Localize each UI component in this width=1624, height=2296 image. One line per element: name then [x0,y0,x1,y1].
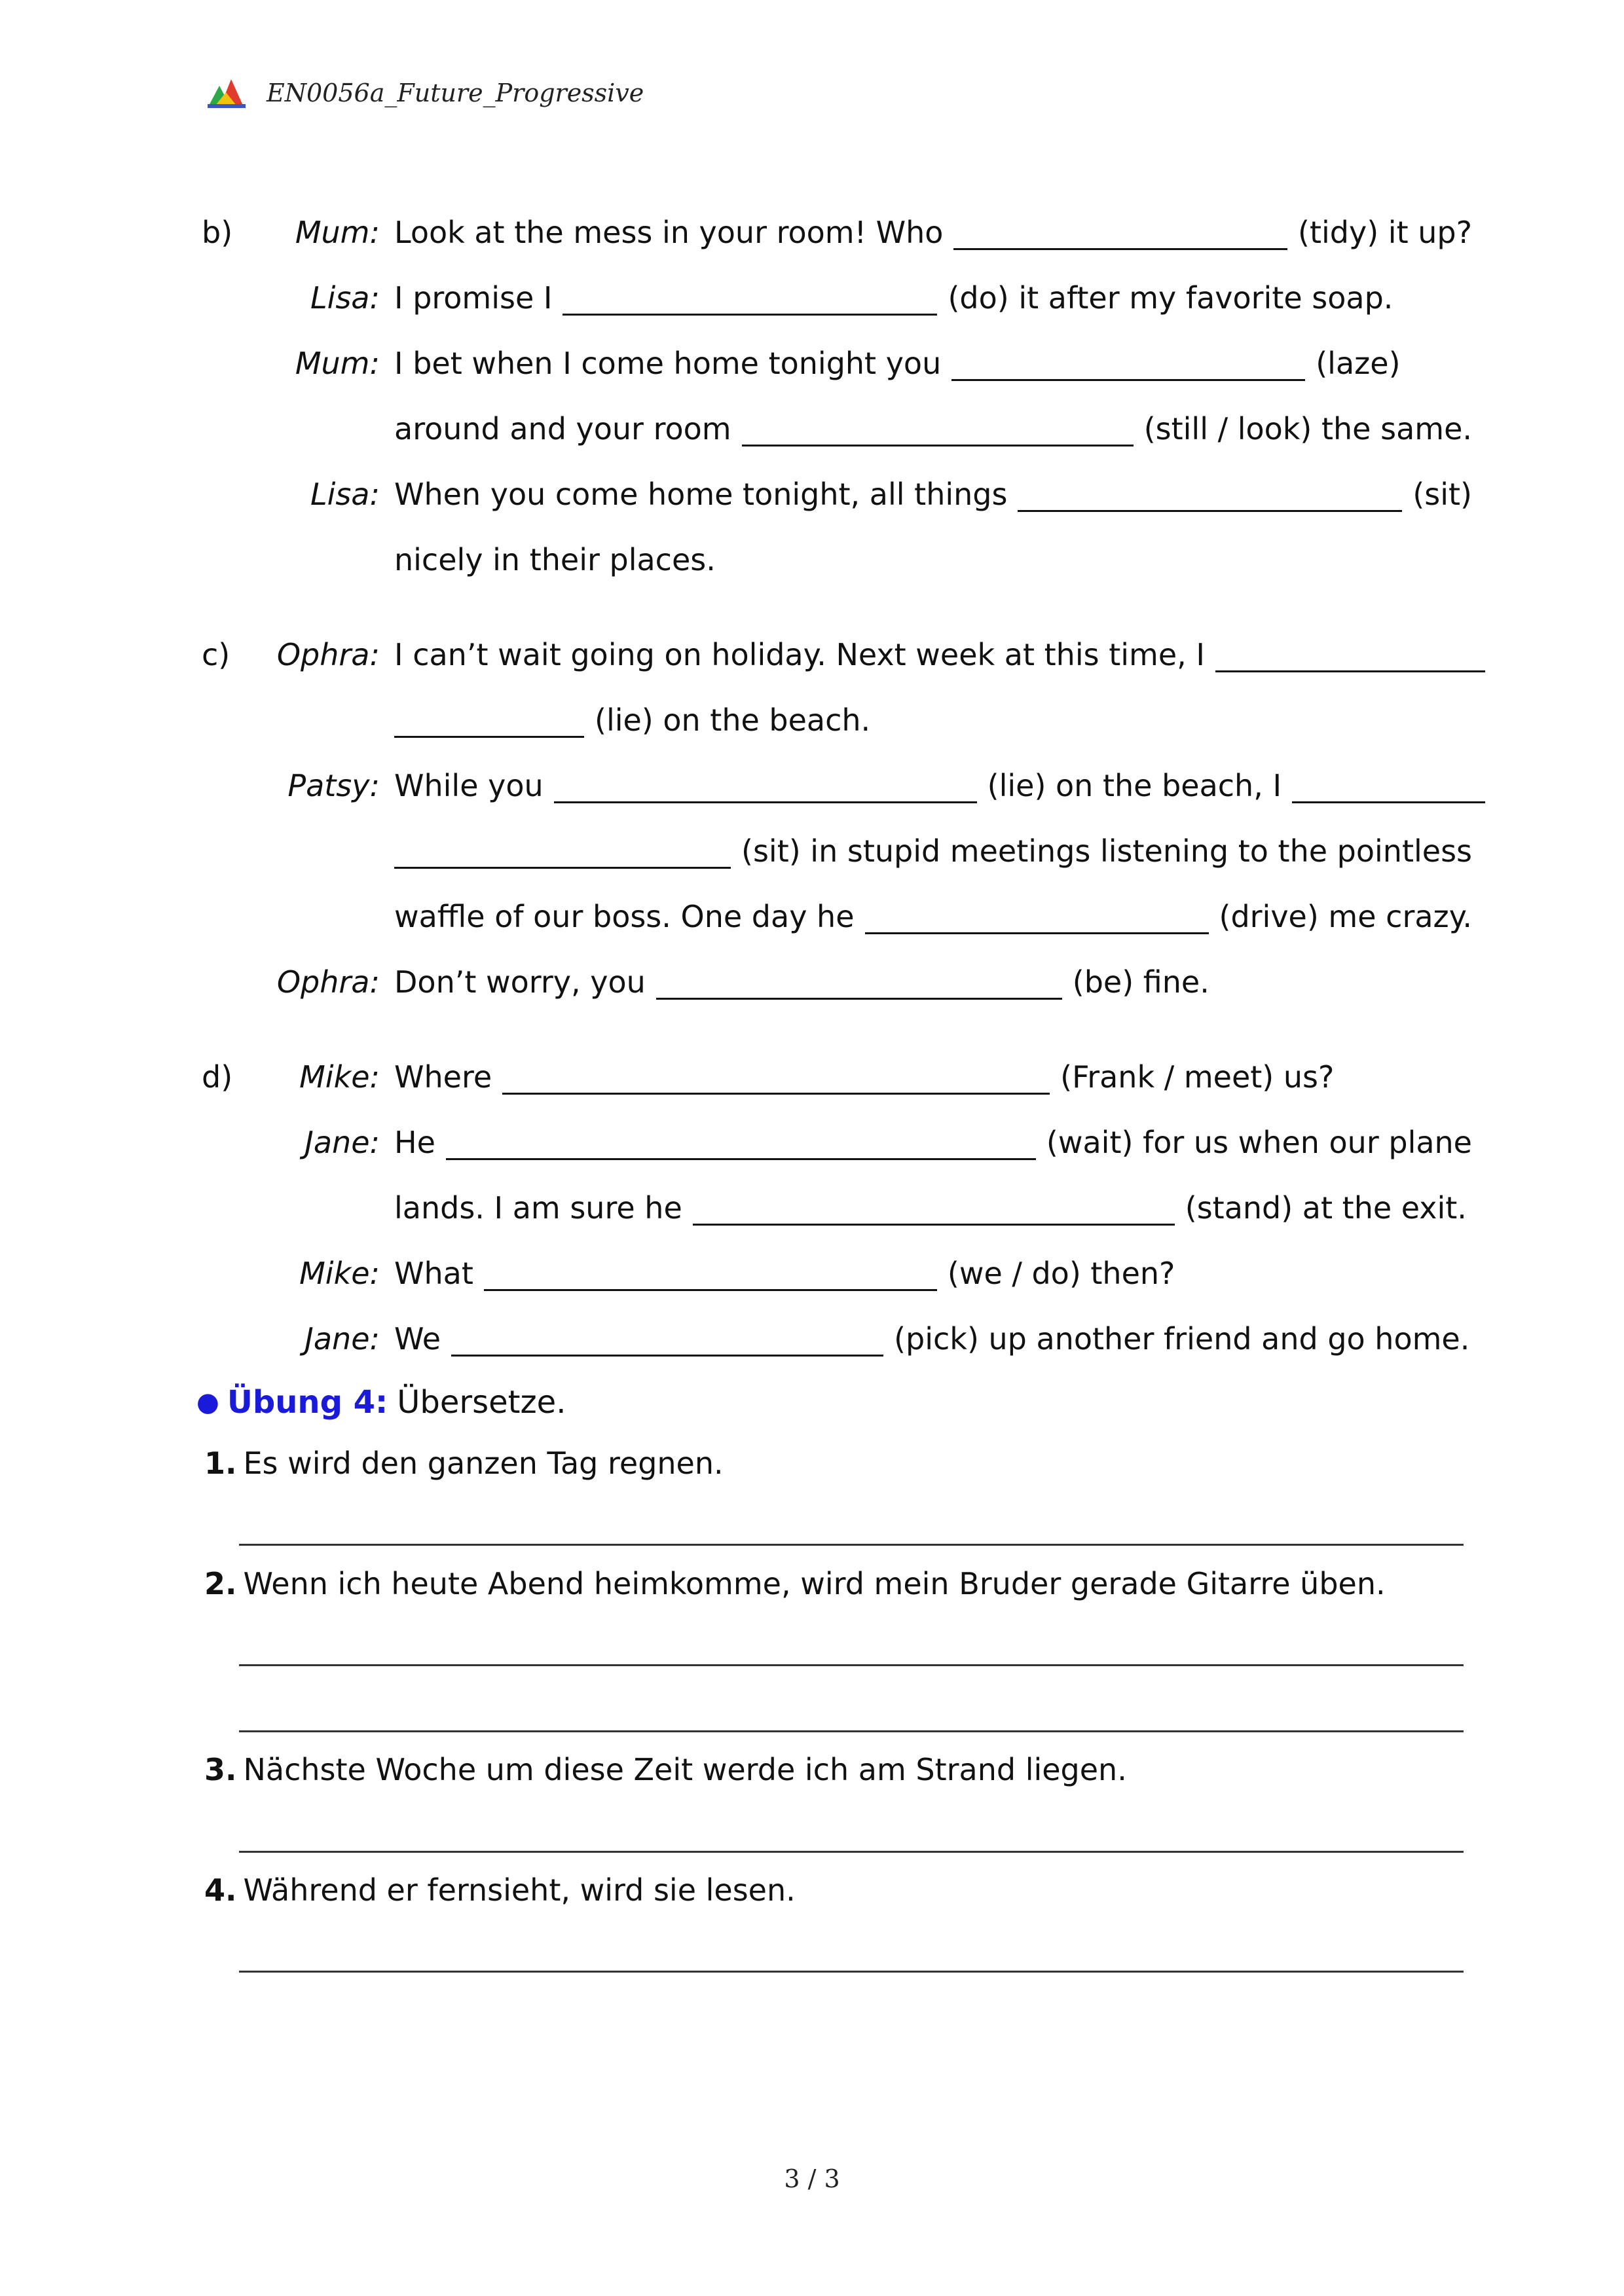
line-text: He [394,1125,435,1160]
exercise-d-line-3 [0,1184,1624,1236]
line-text: (Frank / meet) us? [1060,1059,1335,1095]
exercise-c-line-3 [0,761,1624,814]
line-text: lands. I am sure he [394,1190,682,1226]
exercise-b-line-1 [0,208,1624,261]
exercise-b-line-5 [0,470,1624,522]
answer-line[interactable] [239,1664,1464,1666]
line-text: When you come home tonight, all things [394,477,1008,512]
answer-blank[interactable] [953,222,1287,250]
answer-blank[interactable] [446,1132,1036,1160]
line-text: nicely in their places. [394,542,716,577]
exercise-letter: c) [202,637,231,672]
item-text: Nächste Woche um diese Zeit werde ich am Strand liegen. [243,1752,1127,1787]
line-text: (sit) in stupid meetings listening to the pointless [741,833,1472,869]
line-text: (drive) me crazy. [1219,899,1472,934]
speaker: Lisa: [310,477,380,512]
exercise-b-line-2 [0,274,1624,326]
exercise-letter: b) [202,215,233,250]
item-number: 2. [204,1566,237,1601]
line-text: I promise I [394,280,553,316]
line-text: around and your room [394,411,731,446]
exercise-d-line-4 [0,1249,1624,1302]
line-text: I bet when I come home tonight you [394,346,942,381]
speaker: Ophra: [276,964,380,1000]
line-text: (stand) at the exit. [1185,1190,1467,1226]
answer-blank[interactable] [865,906,1209,934]
page-number: 3 / 3 [784,2164,840,2193]
line-text: (lie) on the beach. [595,702,871,738]
answer-blank[interactable] [1215,644,1485,672]
answer-blank[interactable] [394,841,731,869]
answer-blank[interactable] [484,1263,937,1291]
line-text: (tidy) it up? [1298,215,1472,250]
speaker: Jane: [304,1125,380,1160]
line-text: Don’t worry, you [394,964,646,1000]
item-text: Wenn ich heute Abend heimkomme, wird mein Bruder gerade Gitarre üben. [243,1566,1386,1601]
line-text: (wait) for us when our plane [1046,1125,1472,1160]
line-text: I can’t wait going on holiday. Next week at this time, I [394,637,1205,672]
exercise-d-line-5 [0,1315,1624,1367]
answer-blank[interactable] [742,418,1134,446]
answer-blank[interactable] [951,353,1305,381]
line-text: (still / look) the same. [1143,411,1472,446]
answer-line[interactable] [239,1971,1464,1973]
exercise-c-line-5 [0,892,1624,945]
answer-blank[interactable] [563,287,937,316]
line-text: While you [394,768,544,803]
exercise-4-label: Übung 4: [227,1384,388,1421]
line-text: waffle of our boss. One day he [394,899,855,934]
translation-item [204,1752,1127,1787]
line-text: (we / do) then? [947,1256,1175,1291]
answer-blank[interactable] [394,710,584,738]
answer-line[interactable] [239,1851,1464,1853]
exercise-c-line-1 [0,630,1624,683]
translation-item [204,1566,1386,1601]
item-number: 3. [204,1752,237,1787]
exercise-letter: d) [202,1059,233,1095]
speaker: Lisa: [310,280,380,316]
answer-blank[interactable] [554,775,977,803]
item-text: Während er fernsieht, wird sie lesen. [243,1872,796,1908]
page-header [206,73,644,113]
exercise-b-line-6 [0,536,1624,588]
line-text: (lie) on the beach, I [987,768,1282,803]
exercise-c-line-6 [0,958,1624,1010]
line-text: (sit) [1412,477,1472,512]
translation-item [204,1872,796,1908]
speaker: Ophra: [276,637,380,672]
item-text: Es wird den ganzen Tag regnen. [243,1446,724,1481]
speaker: Mum: [295,346,380,381]
line-text: Where [394,1059,492,1095]
exercise-d-line-2 [0,1118,1624,1171]
exercise-d-line-1 [0,1053,1624,1105]
speaker: Mum: [295,215,380,250]
answer-blank[interactable] [693,1197,1175,1226]
document-id: EN0056a_Future_Progressive [267,79,644,107]
item-number: 4. [204,1872,237,1908]
line-text: (do) it after my favorite soap. [948,280,1393,316]
answer-blank[interactable] [1292,775,1485,803]
line-text: (be) fine. [1072,964,1209,1000]
colorful-triangles-logo-icon [206,77,247,109]
line-text: (pick) up another friend and go home. [894,1321,1470,1357]
line-text: (laze) [1316,346,1401,381]
exercise-b-line-4 [0,405,1624,457]
answer-line[interactable] [239,1544,1464,1546]
exercise-4-heading [196,1384,566,1421]
bullet-icon: ● [196,1387,219,1417]
answer-blank[interactable] [451,1328,883,1357]
speaker: Patsy: [287,768,380,803]
line-text: Look at the mess in your room! Who [394,215,944,250]
speaker: Mike: [299,1059,380,1095]
exercise-4-instruction: Übersetze. [397,1384,566,1421]
exercise-b-line-3 [0,339,1624,392]
answer-blank[interactable] [656,972,1062,1000]
speaker: Mike: [299,1256,380,1291]
answer-line[interactable] [239,1730,1464,1732]
answer-blank[interactable] [502,1066,1050,1095]
speaker: Jane: [304,1321,380,1357]
item-number: 1. [204,1446,237,1481]
line-text: What [394,1256,473,1291]
line-text: We [394,1321,441,1357]
translation-item [204,1446,724,1481]
exercise-c-line-4 [0,827,1624,879]
exercise-c-line-2 [0,696,1624,748]
answer-blank[interactable] [1018,484,1402,512]
